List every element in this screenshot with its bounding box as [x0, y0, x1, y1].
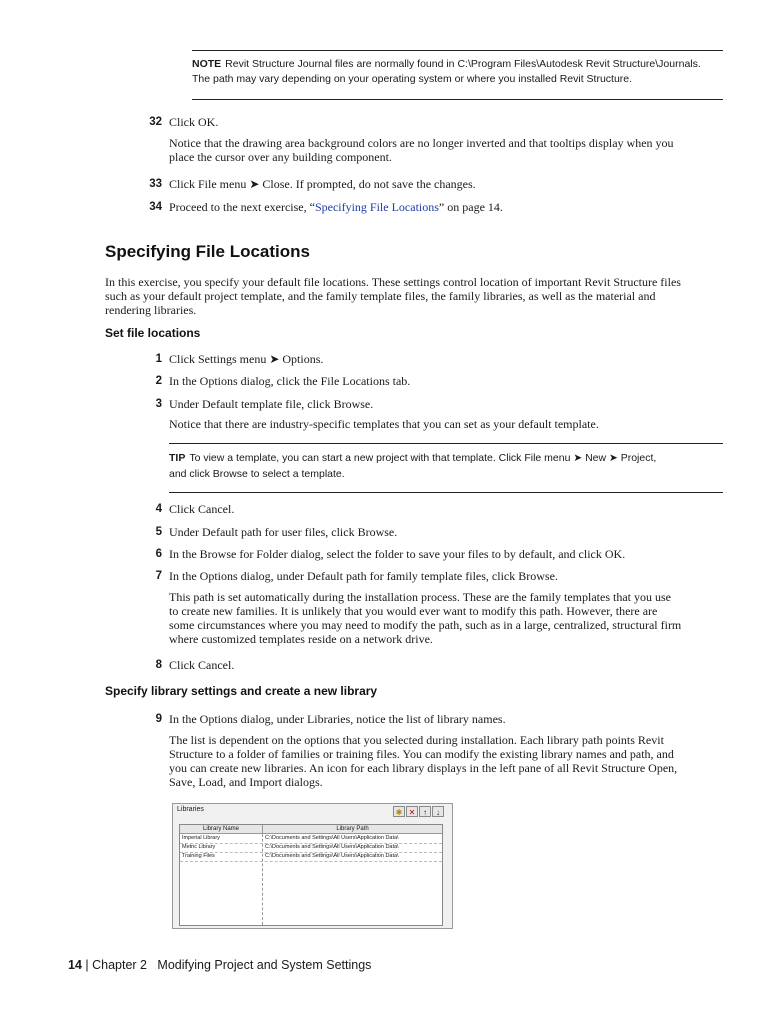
libraries-dialog-figure — [172, 803, 453, 929]
library-name-cell[interactable]: Training Files — [182, 853, 215, 859]
step-text: Under Default path for user files, click Browse. — [169, 525, 398, 539]
footer-chapter: Chapter 2 Modifying Project and System Settings — [92, 958, 372, 972]
note-box — [192, 50, 723, 100]
note-label: NOTE — [192, 58, 222, 70]
paragraph-line: where customized templates reside on a network drive. — [169, 632, 433, 646]
paragraph-line: such as your default project template, and the family template files, the family libraries, as well as the material and — [105, 289, 656, 303]
library-name-cell[interactable]: Imperial Library — [182, 835, 220, 841]
step-text: Under Default template file, click Browse. — [169, 397, 374, 411]
step-3-paragraph: Notice that there are industry-specific templates that you can set as your default template. — [169, 417, 599, 431]
paragraph-line: you can create new libraries. An icon for each library displays in the left pane of all Revit Structure Open, — [169, 761, 678, 775]
paragraph-line: The list is dependent on the options that you selected during installation. Each library path points Revit — [169, 733, 664, 747]
step-number: 4 — [155, 503, 162, 515]
library-path-cell[interactable]: C:\Documents and Settings\All Users\Application Data\ — [265, 844, 399, 850]
step-text: Click OK. — [169, 115, 219, 129]
move-up-icon[interactable]: ↑ — [419, 806, 431, 817]
section-title: Specifying File Locations — [105, 242, 310, 261]
step-number: 32 — [149, 116, 162, 128]
paragraph-line: In this exercise, you specify your default file locations. These settings control location of important Revit Structure files — [105, 275, 681, 289]
page-number: 14 — [68, 958, 82, 972]
paragraph-line: place the cursor over any building component. — [169, 150, 392, 164]
step-number: 9 — [155, 713, 162, 725]
add-library-icon[interactable]: ✱ — [393, 806, 405, 817]
step-text: Click File menu ➤ Close. If prompted, do not save the changes. — [169, 177, 476, 191]
step-number: 5 — [155, 526, 162, 538]
step-text: In the Options dialog, under Default path for family template files, click Browse. — [169, 569, 558, 583]
paragraph-line: This path is set automatically during the installation process. These are the family templates that you use — [169, 590, 671, 604]
step-number: 6 — [155, 548, 162, 560]
step-9-paragraph — [169, 733, 677, 789]
libraries-table — [179, 824, 443, 926]
column-divider — [262, 834, 263, 925]
step-text: Click Settings menu ➤ Options. — [169, 352, 324, 366]
library-path-cell[interactable]: C:\Documents and Settings\All Users\Application Data\ — [265, 835, 399, 841]
tip-line-1: To view a template, you can start a new project with that template. Click File menu ➤ New ➤ Project, — [189, 452, 657, 464]
tip-box — [169, 443, 723, 493]
subheading-set-file-locations: Set file locations — [105, 326, 201, 340]
column-header-library-name[interactable]: Library Name — [180, 825, 263, 834]
tip-line-2: and click Browse to select a template. — [169, 468, 345, 480]
paragraph-line: Save, Load, and Import dialogs. — [169, 775, 323, 789]
step-number: 3 — [155, 398, 162, 410]
step-number: 33 — [149, 178, 162, 190]
step-number: 7 — [155, 570, 162, 582]
specifying-file-locations-link[interactable]: Specifying File Locations — [314, 200, 439, 214]
page-footer — [68, 958, 371, 972]
subheading-library-settings: Specify library settings and create a new library — [105, 684, 378, 698]
footer-separator: | — [81, 958, 93, 972]
step-number: 2 — [155, 375, 162, 387]
libraries-title: Libraries — [177, 806, 204, 813]
step-text: Click Cancel. — [169, 502, 235, 516]
step-number: 1 — [155, 353, 162, 365]
paragraph-line: Notice that the drawing area background colors are no longer inverted and that tooltips display when you — [169, 136, 674, 150]
library-path-cell[interactable]: C:\Documents and Settings\All Users\Application Data\ — [265, 853, 399, 859]
step-number: 34 — [149, 201, 162, 213]
delete-library-icon[interactable]: ✕ — [406, 806, 418, 817]
libraries-toolbar — [393, 806, 444, 817]
step-text-before: Proceed to the next exercise, “ — [169, 200, 315, 214]
step-7-paragraph — [169, 590, 681, 646]
note-line-2: The path may vary depending on your operating system or where you installed Revit Structure. — [192, 73, 633, 85]
column-header-library-path[interactable]: Library Path — [263, 825, 442, 834]
tip-label: TIP — [169, 452, 186, 464]
step-text: In the Options dialog, click the File Locations tab. — [169, 374, 411, 388]
move-down-icon[interactable]: ↓ — [432, 806, 444, 817]
paragraph-line: to create new families. It is unlikely that you would ever want to modify this path. However, there are — [169, 604, 658, 618]
paragraph-line: some circumstances where you may need to modify the path, such as in a large, centralized, structural firm — [169, 618, 682, 632]
note-line-1: Revit Structure Journal files are normally found in C:\Program Files\Autodesk Revit Structure\Journals. — [225, 58, 701, 70]
step-text: In the Browse for Folder dialog, select the folder to save your files to by default, and click OK. — [169, 547, 626, 561]
paragraph-line: Structure to a folder of families or training files. You can modify the existing library names and path, and — [169, 747, 674, 761]
step-text: In the Options dialog, under Libraries, notice the list of library names. — [169, 712, 506, 726]
step-32-paragraph — [169, 136, 674, 164]
row-divider — [180, 861, 442, 862]
step-text-after: ” on page 14. — [438, 200, 503, 214]
paragraph-line: rendering libraries. — [105, 303, 197, 317]
step-number: 8 — [155, 659, 162, 671]
intro-paragraph — [105, 275, 681, 317]
step-text: Click Cancel. — [169, 658, 235, 672]
library-name-cell[interactable]: Metric Library — [182, 844, 216, 850]
